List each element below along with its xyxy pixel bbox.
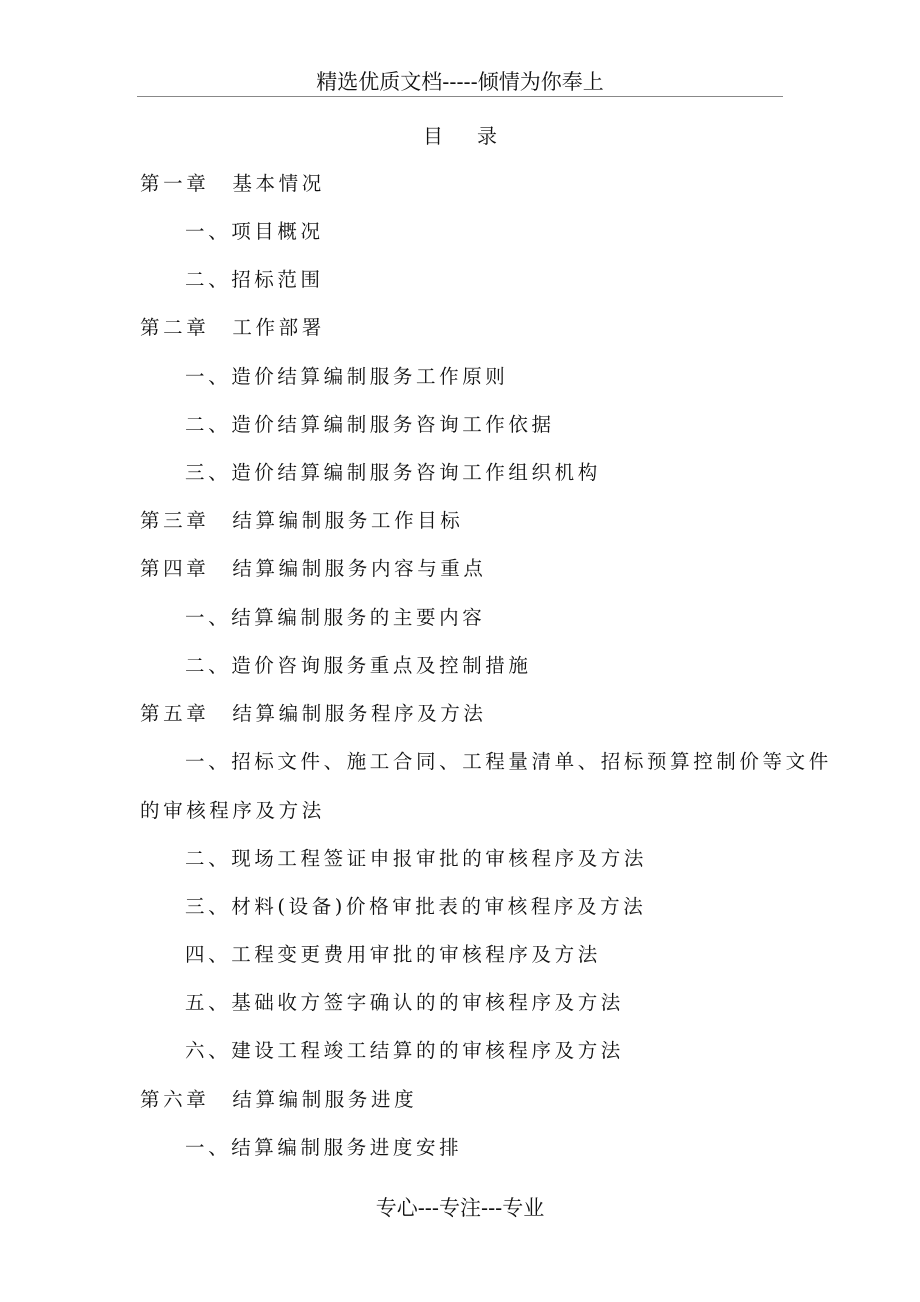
toc-entry-section: 一、项目概况 (185, 220, 324, 243)
toc-entry-section: 一、结算编制服务的主要内容 (185, 606, 486, 629)
toc-entry-chapter: 第六章 结算编制服务进度 (140, 1088, 418, 1111)
page-footer: 专心---专注---专业 (375, 1196, 545, 1220)
toc-entry-section: 六、建设工程竣工结算的的审核程序及方法 (185, 1039, 624, 1062)
toc-entry-section: 五、基础收方签字确认的的审核程序及方法 (185, 991, 624, 1014)
toc-entry-chapter: 第二章 工作部署 (140, 316, 325, 339)
toc-entry-section: 二、造价咨询服务重点及控制措施 (185, 654, 532, 677)
toc-entry-section: 三、造价结算编制服务咨询工作组织机构 (185, 461, 601, 484)
toc-entry-section: 四、工程变更费用审批的审核程序及方法 (185, 943, 601, 966)
toc-entry-chapter: 第五章 结算编制服务程序及方法 (140, 702, 487, 725)
toc-entry-section: 三、材料(设备)价格审批表的审核程序及方法 (185, 895, 647, 918)
toc-entry-section: 二、招标范围 (185, 268, 324, 291)
toc-entry-section: 一、招标文件、施工合同、工程量清单、招标预算控制价等文件 (185, 750, 832, 773)
header-divider (137, 96, 783, 97)
toc-entry-section: 二、造价结算编制服务咨询工作依据 (185, 413, 555, 436)
toc-entry-chapter: 第四章 结算编制服务内容与重点 (140, 557, 487, 580)
toc-entry-continuation: 的审核程序及方法 (140, 799, 325, 822)
toc-entry-chapter: 第三章 结算编制服务工作目标 (140, 509, 464, 532)
toc-title: 目录 (423, 124, 531, 148)
toc-entry-section: 二、现场工程签证申报审批的审核程序及方法 (185, 847, 648, 870)
toc-entry-section: 一、结算编制服务进度安排 (185, 1136, 463, 1159)
page-header: 精选优质文档-----倾情为你奉上 (316, 70, 604, 94)
toc-entry-chapter: 第一章 基本情况 (140, 172, 325, 195)
toc-entry-section: 一、造价结算编制服务工作原则 (185, 365, 509, 388)
